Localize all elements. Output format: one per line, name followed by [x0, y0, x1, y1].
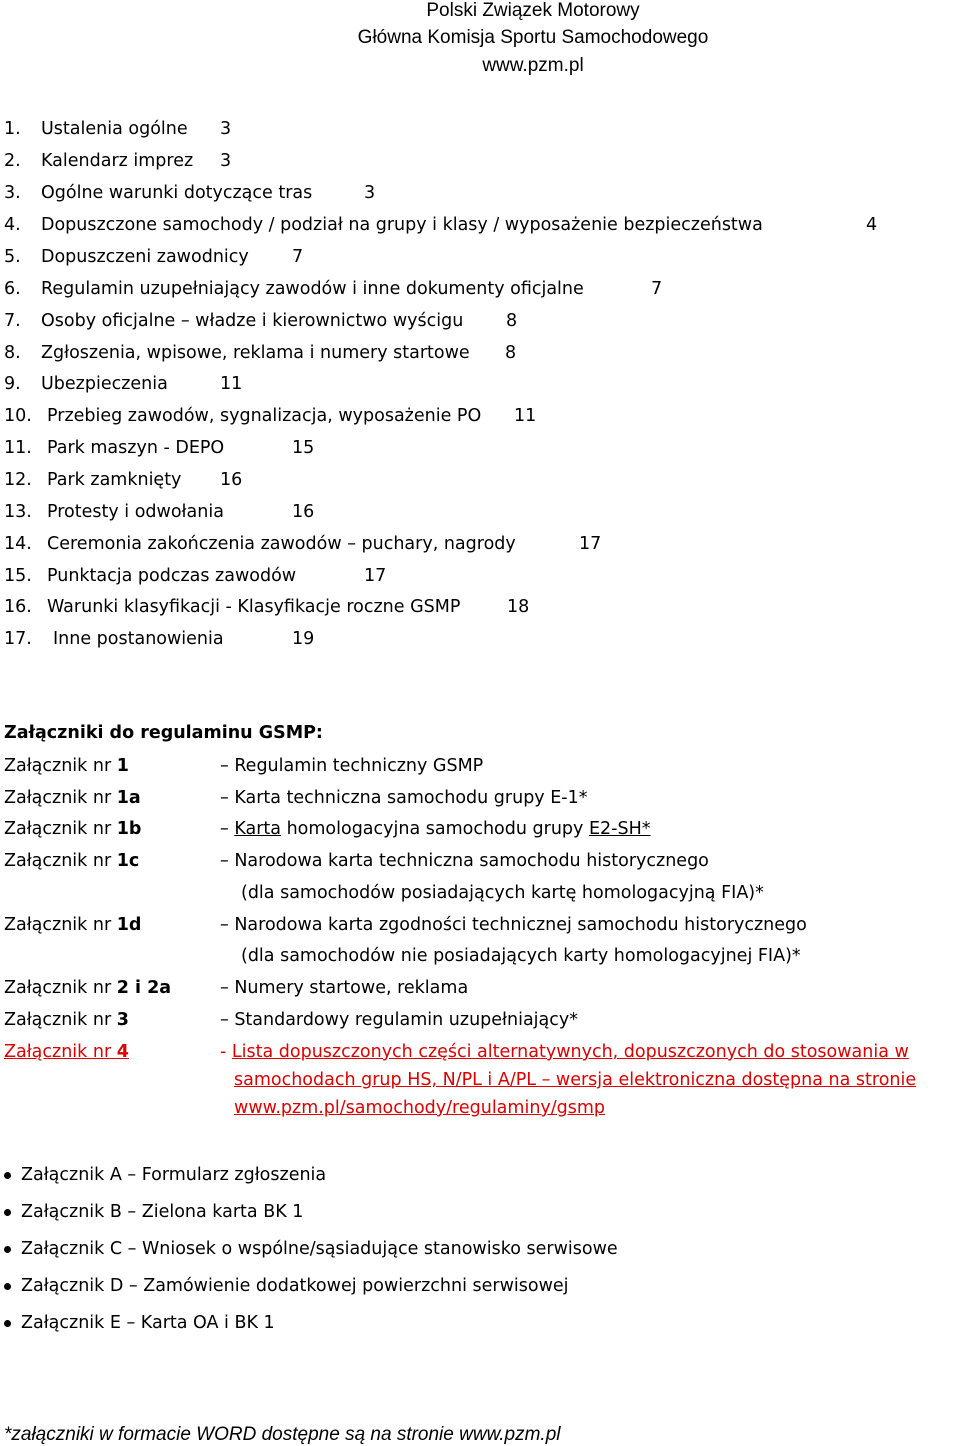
toc-page: 17 [579, 534, 602, 554]
commission-name: Główna Komisja Sportu Samochodowego [357, 27, 709, 48]
toc-page: 16 [292, 502, 315, 522]
toc-num: 17. [4, 629, 32, 649]
toc-title[interactable]: Ceremonia zakończenia zawodów – puchary, nagrody [47, 534, 516, 554]
toc-num: 16. [4, 597, 32, 617]
toc-title[interactable]: Zgłoszenia, wpisowe, reklama i numery startowe [41, 343, 470, 363]
toc-title[interactable]: Dopuszczeni zawodnicy [41, 247, 249, 267]
attachment-label: Załącznik nr 1a [4, 788, 141, 808]
toc-title[interactable]: Kalendarz imprez [41, 151, 194, 171]
toc-page: 11 [514, 406, 537, 426]
attachment-label: Załącznik nr 1b [4, 819, 142, 839]
toc-page: 7 [651, 279, 663, 299]
toc-title[interactable]: Warunki klasyfikacji - Klasyfikacje roczne GSMP [47, 597, 461, 617]
bullet-dot [4, 1320, 11, 1327]
toc-page: 16 [220, 470, 243, 490]
list-item: Załącznik E – Karta OA i BK 1 [21, 1313, 275, 1333]
toc-num: 5. [4, 247, 21, 267]
attachment-desc: – Karta techniczna samochodu grupy E-1* [220, 788, 588, 808]
attachment-label: Załącznik nr 1 [4, 756, 129, 776]
attachment-desc: – Standardowy regulamin uzupełniający* [220, 1010, 578, 1030]
bullet-dot [4, 1172, 11, 1179]
toc-page: 17 [364, 566, 387, 586]
alternative-parts-link[interactable]: Lista dopuszczonych części alternatywnych, dopuszczonych do stosowania w [231, 1042, 909, 1062]
toc-num: 4. [4, 215, 21, 235]
attachment-label: Załącznik nr 2 i 2a [4, 978, 172, 998]
toc-title[interactable]: Punktacja podczas zawodów [47, 566, 297, 586]
list-item: Załącznik B – Zielona karta BK 1 [21, 1202, 304, 1222]
toc-num: 10. [4, 406, 32, 426]
attachment-label: Załącznik nr 1d [4, 915, 142, 935]
toc-page: 8 [505, 343, 517, 363]
attachment-desc: – Narodowa karta zgodności technicznej samochodu historycznego [220, 915, 807, 935]
gsmp-regulations-url[interactable]: www.pzm.pl/samochody/regulaminy/gsmp [234, 1098, 606, 1118]
alternative-parts-link-cont[interactable]: samochodach grup HS, N/PL i A/PL – wersja elektroniczna dostępna na stronie [234, 1070, 917, 1090]
attachment-desc: – Narodowa karta techniczna samochodu historycznego [220, 851, 709, 871]
toc-page: 18 [507, 597, 530, 617]
toc-page: 4 [866, 215, 878, 235]
toc-title[interactable]: Park zamknięty [47, 470, 182, 490]
e2-sh-link[interactable]: E2-SH* [588, 819, 651, 839]
toc-page: 3 [220, 151, 232, 171]
toc-num: 13. [4, 502, 32, 522]
karta-link[interactable]: Karta [234, 819, 282, 839]
attachment-desc: - Lista dopuszczonych części alternatywnych, dopuszczonych do stosowania w [220, 1042, 909, 1062]
toc-title[interactable]: Przebieg zawodów, sygnalizacja, wyposażenie PO [47, 406, 482, 426]
toc-title[interactable]: Inne postanowienia [53, 629, 224, 649]
toc-num: 14. [4, 534, 32, 554]
attachment-desc: – Regulamin techniczny GSMP [220, 756, 484, 776]
toc-page: 8 [506, 311, 518, 331]
list-item: Załącznik C – Wniosek o wspólne/sąsiadujące stanowisko serwisowe [21, 1239, 618, 1259]
toc-page: 3 [220, 119, 232, 139]
toc-title[interactable]: Park maszyn - DEPO [47, 438, 225, 458]
attachments-heading: Załączniki do regulaminu GSMP: [4, 723, 323, 743]
toc-num: 9. [4, 374, 21, 394]
toc-num: 8. [4, 343, 21, 363]
toc-title[interactable]: Protesty i odwołania [47, 502, 224, 522]
toc-num: 3. [4, 183, 21, 203]
toc-page: 11 [220, 374, 243, 394]
toc-page: 15 [292, 438, 315, 458]
toc-page: 19 [292, 629, 315, 649]
toc-title[interactable]: Ustalenia ogólne [41, 119, 188, 139]
toc-num: 6. [4, 279, 21, 299]
toc-num: 1. [4, 119, 21, 139]
toc-num: 2. [4, 151, 21, 171]
attachment-label: Załącznik nr 1c [4, 851, 140, 871]
toc-num: 12. [4, 470, 32, 490]
toc-title[interactable]: Ogólne warunki dotyczące tras [41, 183, 313, 203]
attachment-subdesc: (dla samochodów nie posiadających karty homologacyjnej FIA)* [241, 946, 801, 966]
toc-title[interactable]: Regulamin uzupełniający zawodów i inne dokumenty oficjalne [41, 279, 584, 299]
org-name: Polski Związek Motorowy [426, 0, 640, 21]
website-link[interactable]: www.pzm.pl [482, 55, 584, 76]
footnote: *załączniki w formacie WORD dostępne są na stronie www.pzm.pl [4, 1424, 561, 1445]
list-item: Załącznik D – Zamówienie dodatkowej powierzchni serwisowej [21, 1276, 569, 1296]
toc-num: 11. [4, 438, 32, 458]
attachment-label: Załącznik nr 3 [4, 1010, 129, 1030]
attachment-desc: – Numery startowe, reklama [220, 978, 469, 998]
bullet-dot [4, 1246, 11, 1253]
toc-title[interactable]: Dopuszczone samochody / podział na grupy i klasy / wyposażenie bezpieczeństwa [41, 215, 763, 235]
toc-title[interactable]: Ubezpieczenia [41, 374, 168, 394]
list-item: Załącznik A – Formularz zgłoszenia [21, 1165, 327, 1185]
bullet-dot [4, 1283, 11, 1290]
attachment-desc: – Karta homologacyjna samochodu grupy E2-SH* [220, 819, 651, 839]
attachment-subdesc: (dla samochodów posiadających kartę homologacyjną FIA)* [241, 883, 764, 903]
toc-page: 7 [292, 247, 304, 267]
toc-page: 3 [364, 183, 376, 203]
toc-num: 15. [4, 566, 32, 586]
bullet-dot [4, 1209, 11, 1216]
attachment-4-link[interactable]: Załącznik nr 4 [4, 1042, 129, 1062]
toc-num: 7. [4, 311, 21, 331]
toc-title[interactable]: Osoby oficjalne – władze i kierownictwo wyścigu [41, 311, 464, 331]
